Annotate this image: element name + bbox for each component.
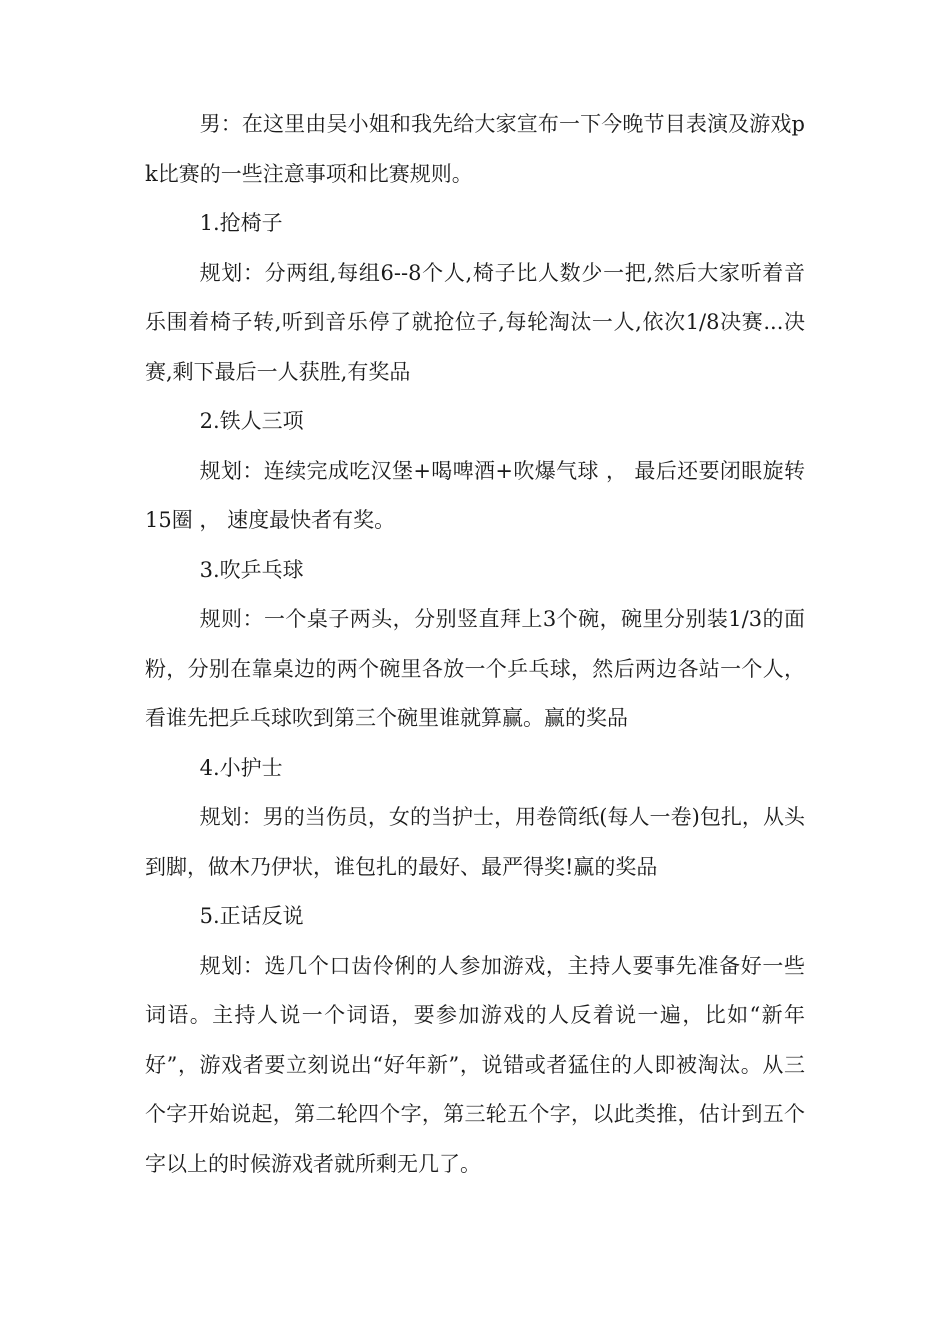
- game-5-rules: 规划：选几个口齿伶俐的人参加游戏，主持人要事先准备好一些词语。主持人说一个词语，要参加游戏的人反着说一遍，比如“新年好”，游戏者要立刻说出“好年新”，说错或者猛住的人即被淘汰。从三个字开始说起，第二轮四个字，第三轮五个字，以此类推，估计到五个字以上的时候游戏者就所剩无几了。: [145, 953, 805, 1176]
- game-3-rules: 规则：一个桌子两头，分别竖直拜上3个碗，碗里分别装1/3的面粉，分别在靠桌边的两个碗里各放一个乒乓球，然后两边各站一个人，看谁先把乒乓球吹到第三个碗里谁就算赢。赢的奖品: [145, 607, 805, 730]
- game-3-title: 3.吹乒乓球: [199, 557, 304, 582]
- game-1-title: 1.抢椅子: [199, 211, 283, 235]
- game-2-rules: 规划：连续完成吃汉堡+喝啤酒+吹爆气球 ， 最后还要闭眼旋转15圈 ， 速度最快者有奖。: [145, 458, 805, 532]
- intro-paragraph: 男：在这里由吴小姐和我先给大家宣布一下今晚节目表演及游戏pk比赛的一些注意事项和比赛规则。: [145, 112, 805, 186]
- game-4-title: 4.小护士: [199, 755, 283, 780]
- game-2-title: 2.铁人三项: [199, 409, 304, 433]
- document-body: [145, 100, 805, 1189]
- game-4-rules: 规划：男的当伤员，女的当护士，用卷筒纸(每人一卷)包扎，从头到脚，做木乃伊状，谁包扎的最好、最严得奖!赢的奖品: [145, 805, 805, 879]
- game-1-rules: 规划：分两组,每组6--8个人,椅子比人数少一把,然后大家听着音乐围着椅子转,听到音乐停了就抢位子,每轮淘汰一人,依次1/8决赛...决赛,剩下最后一人获胜,有奖品: [145, 260, 805, 384]
- game-5-title: 5.正话反说: [199, 904, 304, 928]
